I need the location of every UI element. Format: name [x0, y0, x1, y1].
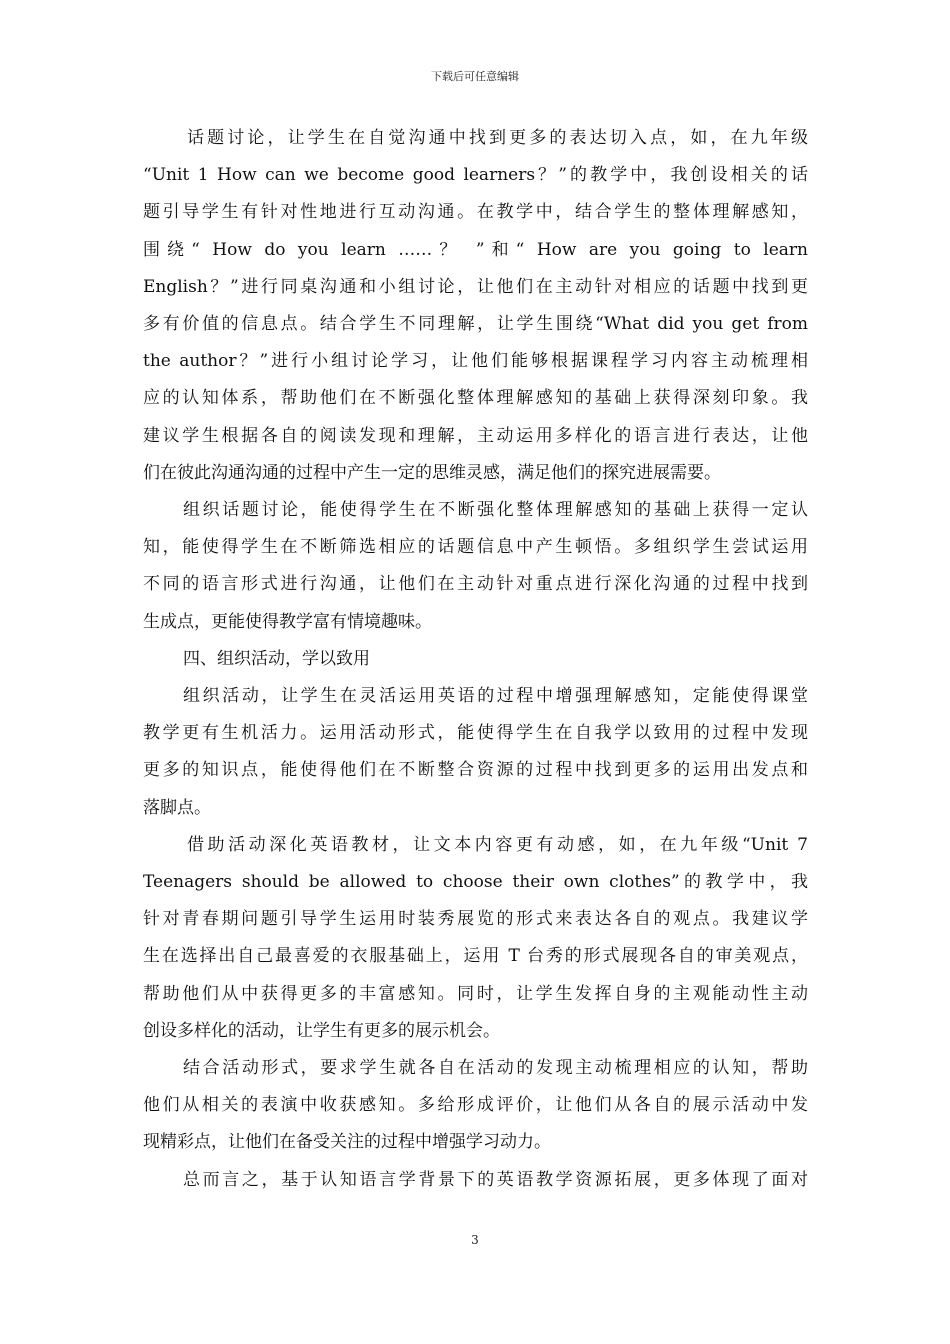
text-line: 围绕“ How do you learn ……？ ”和“ How are you going to learn	[143, 239, 808, 260]
paragraph	[143, 827, 808, 1050]
text-line: 帮助他们从中获得更多的丰富感知。同时，让学生发挥自身的主观能动性主动	[143, 983, 808, 1004]
paragraph	[143, 678, 808, 827]
text-line: 话题讨论，让学生在自觉沟通中找到更多的表达切入点，如，在九年级	[187, 128, 808, 148]
page-number: 3	[471, 1233, 479, 1247]
text-line: 多有价值的信息点。结合学生不同理解，让学生围绕“What did you get from	[143, 314, 808, 335]
text-line: 题引导学生有针对性地进行互动沟通。在教学中，结合学生的整体理解感知，	[143, 202, 808, 223]
text-line: 落脚点。	[143, 797, 211, 818]
text-line: 组织活动，让学生在灵活运用英语的过程中增强理解感知，定能使得课堂	[183, 686, 808, 707]
text-line: 不同的语言形式进行沟通，让他们在主动针对重点进行深化沟通的过程中找到	[143, 574, 808, 595]
text-line: 针对青春期问题引导学生运用时装秀展览的形式来表达各自的观点。我建议学	[143, 909, 808, 930]
text-line: 他们从相关的表演中收获感知。多给形成评价，让他们从各自的展示活动中发	[143, 1095, 808, 1116]
text-line: 生在选择出自己最喜爱的衣服基础上，运用 T 台秀的形式展现各自的审美观点，	[143, 946, 808, 967]
text-line: 们在彼此沟通沟通的过程中产生一定的思维灵感，满足他们的探究进展需要。	[143, 462, 721, 483]
text-line: 教学更有生机活力。运用活动形式，能使得学生在自我学以致用的过程中发现	[143, 723, 808, 744]
text-line: 更多的知识点，能使得他们在不断整合资源的过程中找到更多的运用出发点和	[143, 760, 808, 781]
paragraph	[143, 1050, 808, 1162]
text-line: the author？”进行小组讨论学习，让他们能够根据课程学习内容主动梳理相	[143, 351, 808, 372]
text-line: English？”进行同桌沟通和小组讨论，让他们在主动针对相应的话题中找到更	[143, 276, 808, 297]
text-line: 四、组织活动，学以致用	[183, 648, 370, 669]
paragraph	[143, 1162, 808, 1199]
text-line: 生成点，更能使得教学富有情境趣味。	[143, 611, 432, 632]
text-line: Teenagers should be allowed to choose their own clothes”的教学中，我	[143, 872, 808, 893]
paragraph	[143, 492, 808, 641]
text-line: 现精彩点，让他们在备受关注的过程中增强学习动力。	[143, 1132, 551, 1153]
text-line: 总而言之，基于认知语言学背景下的英语教学资源拓展，更多体现了面对	[183, 1169, 808, 1190]
text-line: “Unit 1 How can we become good learners？”的教学中，我创设相关的话	[143, 165, 808, 186]
document-body	[143, 120, 808, 1199]
text-line: 应的认知体系，帮助他们在不断强化整体理解感知的基础上获得深刻印象。我	[143, 388, 808, 409]
text-line: 借助活动深化英语教材，让文本内容更有动感，如，在九年级“Unit 7	[187, 834, 808, 855]
paragraph	[143, 120, 808, 492]
page-header: 下载后可任意编辑	[431, 70, 519, 83]
text-line: 创设多样化的活动，让学生有更多的展示机会。	[143, 1020, 500, 1041]
text-line: 组织话题讨论，能使得学生在不断强化整体理解感知的基础上获得一定认	[183, 500, 808, 521]
text-line: 知，能使得学生在不断筛选相应的话题信息中产生顿悟。多组织学生尝试运用	[143, 537, 808, 558]
text-line: 结合活动形式，要求学生就各自在活动的发现主动梳理相应的认知，帮助	[183, 1058, 808, 1079]
section-heading	[143, 641, 808, 678]
text-line: 建议学生根据各自的阅读发现和理解，主动运用多样化的语言进行表达，让他	[143, 425, 808, 446]
